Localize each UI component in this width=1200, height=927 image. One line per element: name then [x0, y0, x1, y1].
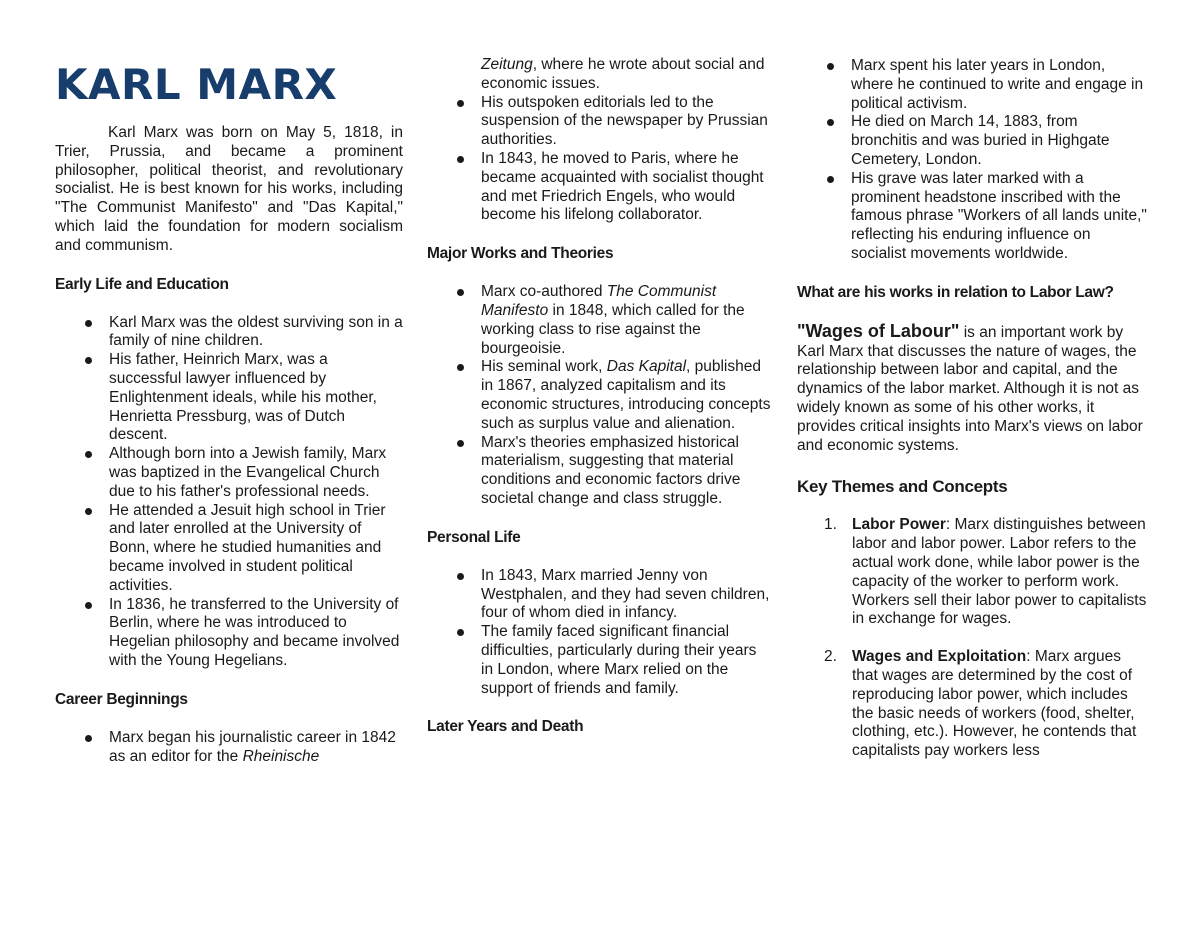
- section-heading-personal-life: Personal Life: [427, 528, 521, 546]
- wages-text: is an important work by Karl Marx that discusses the nature of wages, the relationship between labor and capital, and the dynamics of the labor market. Although it is not as widely known as some of his other works, it provides critical insights into Marx's views on labor and economic systems.: [797, 323, 1143, 454]
- list-item: [481, 358, 772, 433]
- page-title: KARL MARX: [55, 60, 338, 109]
- intro-paragraph: Karl Marx was born on May 5, 1818, in Trier, Prussia, and became a prominent philosopher, political theorist, and revolutionary socialist. He is best known for his works, including "The Communist Manifesto" and "Das Kapital," which laid the foundation for modern socialism and communism.: [55, 124, 403, 254]
- list-item: He attended a Jesuit high school in Trier and later enrolled at the University of Bonn, where he studied humanities and became involved in student political activities.: [109, 502, 403, 596]
- newspaper-name-part2: Zeitung: [481, 56, 533, 73]
- list-item: Although born into a Jewish family, Marx was baptized in the Evangelical Church due to his father's professional needs.: [109, 445, 403, 501]
- book-title: The Communist Manifesto: [481, 283, 717, 319]
- wages-title: "Wages of Labour": [797, 320, 960, 341]
- column-3: [797, 0, 1147, 780]
- term: Wages and Exploitation: [852, 648, 1027, 666]
- numbered-item: [824, 516, 1147, 629]
- later-years-list: [797, 57, 1147, 264]
- list-item: Karl Marx was the oldest surviving son in a family of nine children.: [109, 313, 403, 350]
- section-heading-major-works: Major Works and Theories: [427, 245, 614, 263]
- key-themes-list: [797, 516, 1147, 761]
- list-item-text: Marx began his journalistic career in 1842 as an editor for the: [109, 728, 396, 765]
- list-item: His father, Heinrich Marx, was a successful lawyer influenced by Enlightenment ideals, while his mother, Henrietta Pressburg, was of Dutch descent.: [109, 351, 403, 445]
- personal-life-list: [427, 567, 772, 699]
- section-heading-labor-law: What are his works in relation to Labor Law?: [797, 283, 1114, 301]
- list-item-text: His seminal work,: [481, 358, 607, 376]
- list-item: [109, 729, 403, 767]
- item-number: 2.: [824, 648, 837, 666]
- list-item-text: Marx co-authored: [481, 283, 607, 301]
- list-item: Marx's theories emphasized historical materialism, suggesting that material conditions and economic factors drive societal change and class struggle.: [481, 434, 772, 509]
- numbered-item: [824, 648, 1147, 761]
- early-life-list: [55, 314, 403, 671]
- list-item: His grave was later marked with a prominent headstone inscribed with the famous phrase "Workers of all lands unite," reflecting his enduring influence on socialist movements worldwide.: [851, 169, 1147, 262]
- list-item: In 1843, he moved to Paris, where he became acquainted with socialist thought and met Friedrich Engels, who would become his lifelong collaborator.: [481, 150, 772, 225]
- list-item-text: in 1848, which called for the working class to rise against the bourgeoisie.: [481, 301, 745, 357]
- book-title: Das Kapital: [606, 358, 687, 376]
- section-heading-career: Career Beginnings: [55, 690, 188, 708]
- list-item: [481, 283, 772, 358]
- list-item-text: , where he wrote about social and economic issues.: [481, 56, 765, 92]
- section-heading-early-life: Early Life and Education: [55, 275, 229, 293]
- list-item: In 1843, Marx married Jenny von Westphalen, and they had seven children, four of whom died in infancy.: [481, 567, 772, 623]
- section-heading-later-years: Later Years and Death: [427, 718, 584, 736]
- column-2: [427, 0, 772, 756]
- list-item: His outspoken editorials led to the suspension of the newspaper by Prussian authorities.: [481, 94, 772, 150]
- term: Labor Power: [852, 516, 946, 534]
- career-list: [427, 94, 772, 226]
- list-item: He died on March 14, 1883, from bronchitis and was buried in Highgate Cemetery, London.: [851, 113, 1147, 169]
- item-text: : Marx argues that wages are determined by the cost of reproducing labor power, which includes the basic needs of workers (food, shelter, clothing, etc.). However, he contends that capitalists pay workers less: [852, 648, 1137, 760]
- list-item-continuation: [427, 56, 772, 94]
- item-number: 1.: [824, 516, 837, 534]
- list-item-text: , published in 1867, analyzed capitalism and its economic structures, introducing concepts such as surplus value and alienation.: [481, 358, 771, 432]
- major-works-list: [427, 283, 772, 509]
- section-heading-key-themes: Key Themes and Concepts: [797, 477, 1008, 497]
- item-text: : Marx distinguishes between labor and labor power. Labor refers to the actual work done, while labor power is the capacity of the worker to perform work. Workers sell their labor power to capitalists in exchange for wages.: [852, 516, 1147, 628]
- column-1: [55, 0, 403, 766]
- newspaper-name-part1: Rheinische: [242, 747, 320, 765]
- list-item: In 1836, he transferred to the University of Berlin, where he was introduced to Hegelian philosophy and became involved with the Young Hegelians.: [109, 596, 403, 671]
- career-list-start: [55, 729, 403, 767]
- list-item: Marx spent his later years in London, where he continued to write and engage in political activism.: [851, 57, 1147, 113]
- wages-paragraph: [797, 322, 1147, 456]
- list-item: The family faced significant financial difficulties, particularly during their years in London, where Marx relied on the support of friends and family.: [481, 623, 772, 698]
